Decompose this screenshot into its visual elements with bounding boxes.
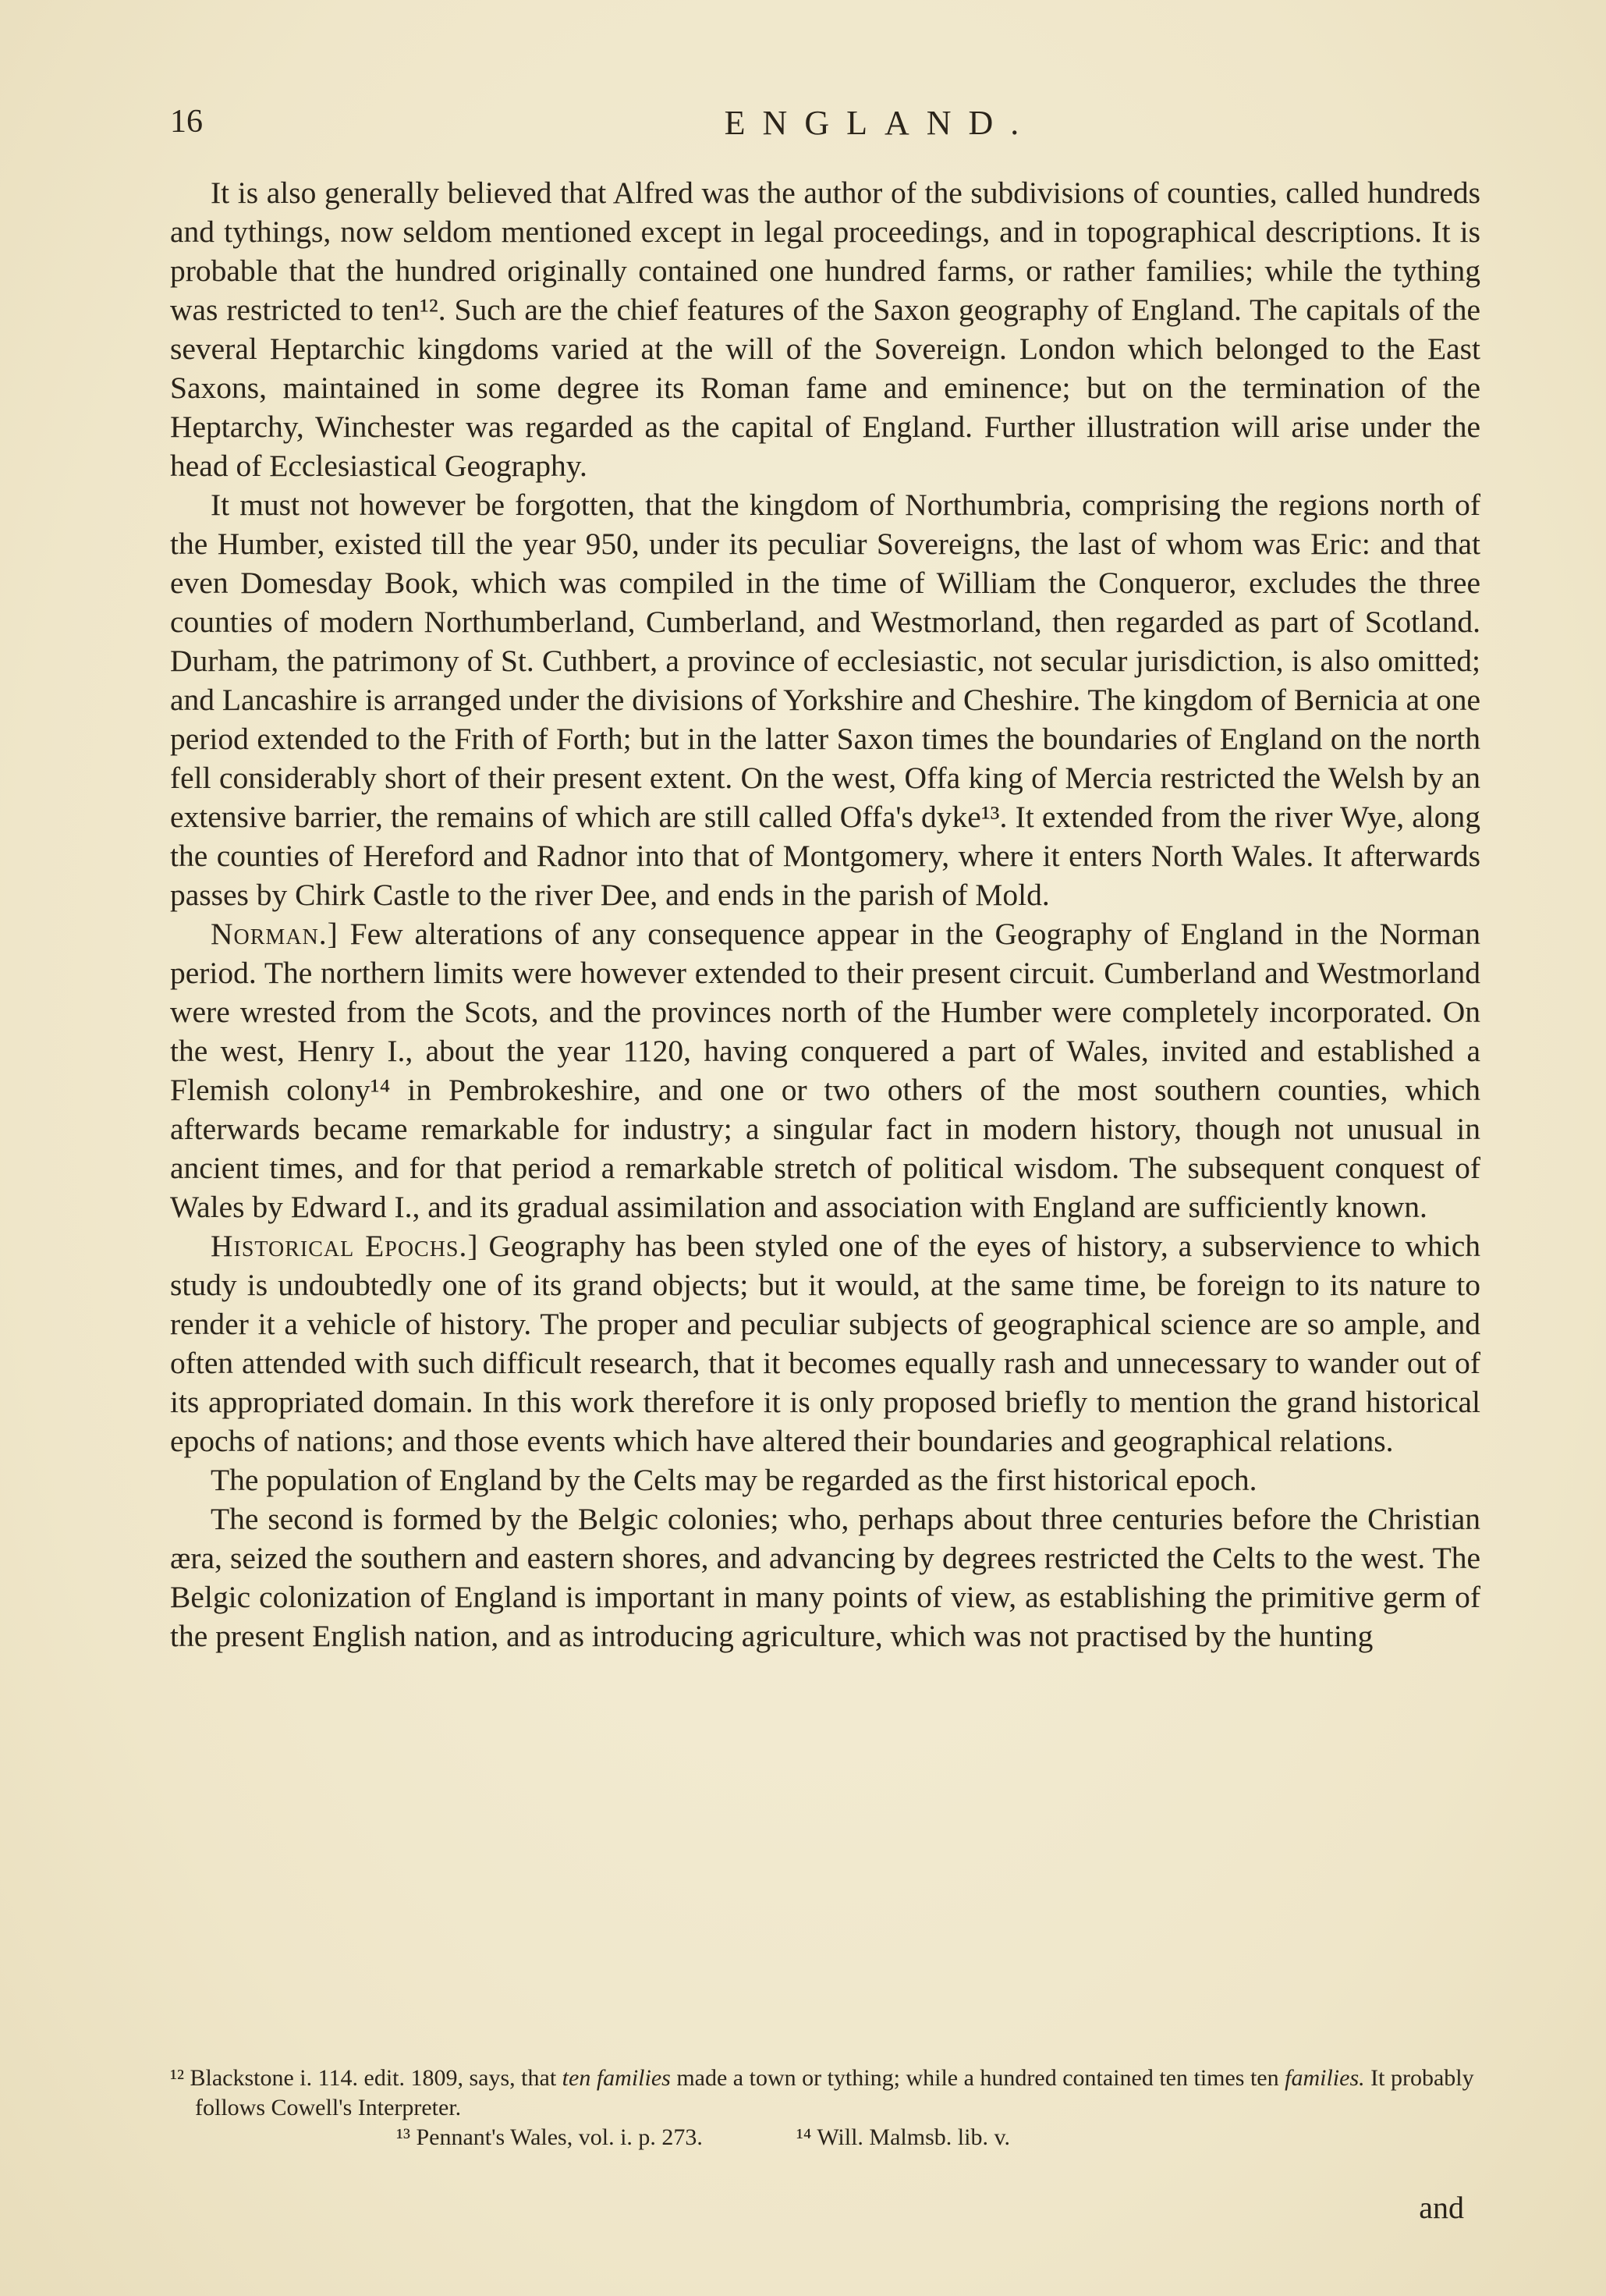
footnote-12 [170,2064,1480,2123]
paragraph-celts-epoch: The population of England by the Celts may be regarded as the first historical epoch. [211,1463,1257,1497]
footnote-row [170,2123,1480,2152]
paragraph-norman-text: Few alterations of any consequence appear in the Geography of England in the Norman period. The northern limits were however extended to their present circuit. Cumberland and Westmorland were wrested from the Scots, and the provinces north of the Humber were completely incorporated. On the west, Henry I., about the year 1120, having conquered a part of Wales, invited and established a Flemish colony¹⁴ in Pembrokeshire, and one or two others of the most southern counties, which afterwards became remarkable for industry; a singular fact in modern history, though not unusual in ancient times, and for that period a remarkable stretch of political wisdom. The subsequent conquest of Wales by Edward I., and its gradual assimilation and association with England are sufficiently known. [170,917,1480,1224]
footnote-12-italic-2: families. [1285,2065,1365,2091]
body-text [170,173,1480,1655]
section-heading-norman: Norman.] [211,917,339,951]
footnote-12-text-b: made a town or tything; while a hundred contained ten times ten [676,2065,1279,2091]
footnote-14: ¹⁴ Will. Malmsb. lib. v. [796,2124,1010,2150]
section-heading-historical-epochs: Historical Epochs.] [211,1229,479,1263]
running-head [170,103,1466,150]
footnote-12-italic-1: ten families [562,2065,671,2091]
paragraph-northumbria: It must not however be forgotten, that the kingdom of Northumbria, comprising the regions north of the Humber, existed till the year 950, under its peculiar Sovereigns, the last of whom was Eric: and that even Domesday Book, which was compiled in the time of William the Conqueror, excludes the three counties of modern Northumberland, Cumberland, and Westmorland, then regarded as part of Scotland. Durham, the patrimony of St. Cuthbert, a province of ecclesiastic, not secular jurisdiction, is also omitted; and Lancashire is arranged under the divisions of Yorkshire and Cheshire. The kingdom of Bernicia at one period extended to the Frith of Forth; but in the latter Saxon times the boundaries of England on the north fell considerably short of their present extent. On the west, Offa king of Mercia restricted the Welsh by an extensive barrier, the remains of which are still called Offa's dyke¹³. It extended from the river Wye, along the counties of Hereford and Radnor into that of Montgomery, where it enters North Wales. It afterwards passes by Chirk Castle to the river Dee, and ends in the parish of Mold. [170,488,1480,912]
footnote-13: ¹³ Pennant's Wales, vol. i. p. 273. [396,2124,703,2150]
footnote-12-mark: ¹² [170,2065,184,2091]
page-number: 16 [170,104,203,140]
page-title: ENGLAND. [724,104,1037,142]
paragraph-norman [170,914,1480,1226]
footnote-12-text-a: Blackstone i. 114. edit. 1809, says, that [190,2065,557,2091]
footnote-12-text-c: It probably follows Cowell's Interpreter. [195,2065,1474,2120]
paragraph-historical-epochs-text: Geography has been styled one of the eyes of history, a subservience to which study is undoubtedly one of its grand objects; but it would, at the same time, be foreign to its nature to render it a vehicle of history. The proper and peculiar subjects of geographical science are so ample, and often attended with such difficult research, that it becomes equally rash and unnecessary to wander out of its appropriated domain. In this work therefore it is only proposed briefly to mention the grand historical epochs of nations; and those events which have altered their boundaries and geographical relations. [170,1229,1481,1458]
paragraph-historical-epochs [170,1226,1480,1460]
catchword: and [1419,2190,1464,2225]
footnotes [170,2064,1480,2152]
paragraph-alfred-subdivisions: It is also generally believed that Alfred was the author of the subdivisions of counties, called hundreds and tythings, now seldom mentioned except in legal proceedings, and in topographical descriptions. It is probable that the hundred originally contained one hundred farms, or rather families; while the tything was restricted to ten¹². Such are the chief features of the Saxon geography of England. The capitals of the several Heptarchic kingdoms varied at the will of the Sovereign. London which belonged to the East Saxons, maintained in some degree its Roman fame and eminence; but on the termination of the Heptarchy, Winchester was regarded as the capital of England. Further illustration will arise under the head of Ecclesiastical Geography. [170,176,1480,483]
paragraph-belgic-colonies: The second is formed by the Belgic colonies; who, perhaps about three centuries before the Christian æra, seized the southern and eastern shores, and advancing by degrees restricted the Celts to the west. The Belgic colonization of England is important in many points of view, as establishing the primitive germ of the present English nation, and as introducing agriculture, which was not practised by the hunting [170,1502,1480,1653]
